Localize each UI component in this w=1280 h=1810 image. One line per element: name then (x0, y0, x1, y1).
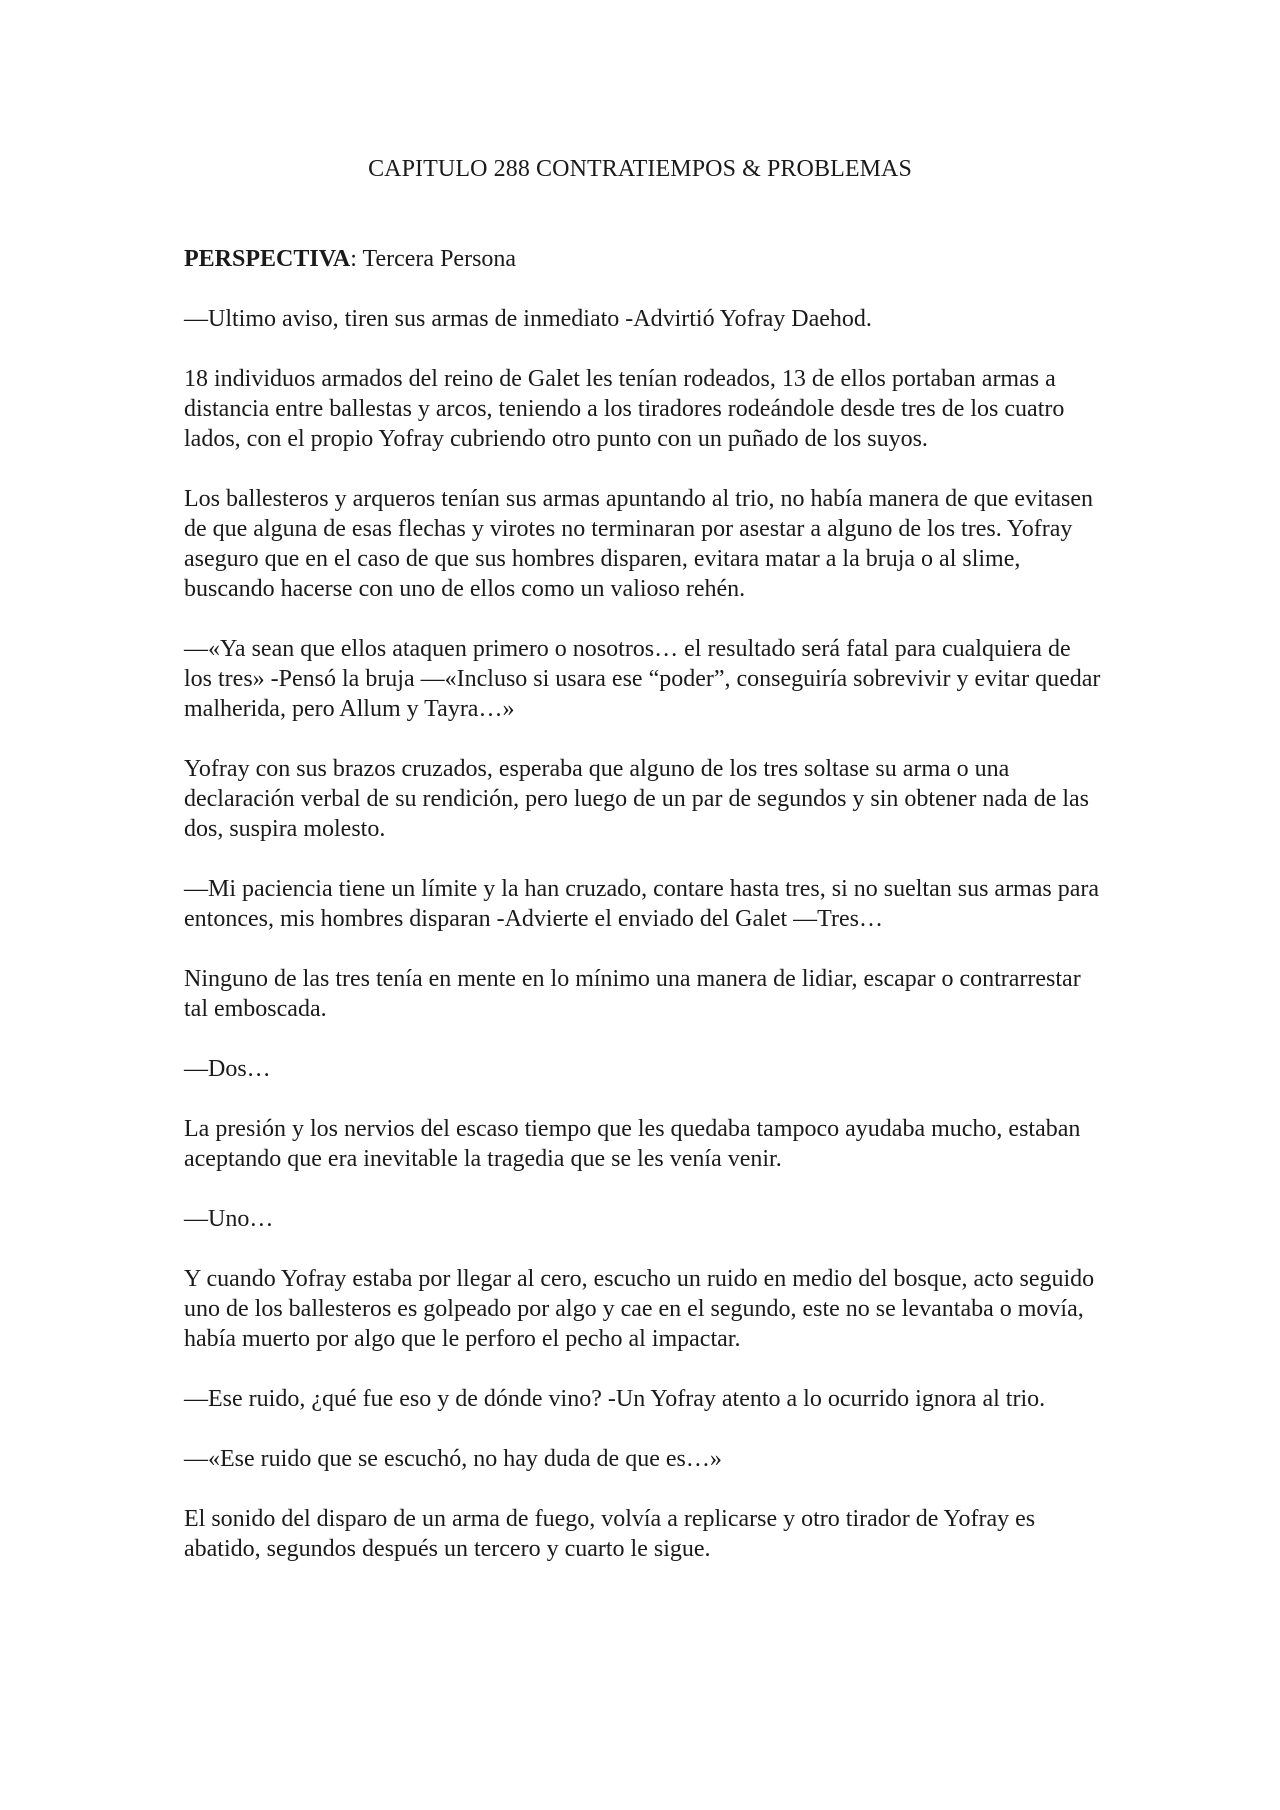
paragraph: 18 individuos armados del reino de Galet les tenían rodeados, 13 de ellos portaban armas a distancia entre ballestas y arcos, teniendo a los tiradores rodeándole desde tres de los cuatro lados, con el propio Yofray cubriendo otro punto con un puñado de los suyos. (184, 366, 1065, 452)
paragraph: Yofray con sus brazos cruzados, esperaba que alguno de los tres soltase su arma o una declaración verbal de su rendición, pero luego de un par de segundos y sin obtener nada de las dos, suspira molesto. (184, 756, 1090, 842)
perspective-separator: : (350, 246, 363, 272)
paragraph: Los ballesteros y arqueros tenían sus armas apuntando al trio, no había manera de que evitasen de que alguna de esas flechas y virotes no terminaran por asestar a alguno de los tres. Yofray aseguro que en el caso de que sus hombres disparen, evitara matar a la bruja o al slime, buscando hacerse con uno de ellos como un valioso rehén. (184, 486, 1094, 602)
paragraph: —Ese ruido, ¿qué fue eso y de dónde vino? -Un Yofray atento a lo ocurrido ignora al trio. (184, 1386, 1046, 1412)
perspective-label: PERSPECTIVA (184, 246, 351, 272)
perspective-value: Tercera Persona (362, 246, 517, 272)
paragraph: —«Ya sean que ellos ataquen primero o nosotros… el resultado será fatal para cualquiera de los tres» -Pensó la bruja —«Incluso si usara ese “poder”, conseguiría sobrevivir y evitar quedar malherida, pero Allum y Tayra…» (184, 636, 1101, 722)
paragraph: —Ultimo aviso, tiren sus armas de inmediato -Advirtió Yofray Daehod. (184, 306, 872, 332)
document-body (184, 244, 1104, 1594)
paragraph: La presión y los nervios del escaso tiempo que les quedaba tampoco ayudaba mucho, estaban aceptando que era inevitable la tragedia que se les venía venir. (184, 1116, 1081, 1172)
perspective-line (184, 244, 1104, 274)
chapter-title: CAPITULO 288 CONTRATIEMPOS & PROBLEMAS (368, 156, 912, 182)
paragraph: El sonido del disparo de un arma de fuego, volvía a replicarse y otro tirador de Yofray es abatido, segundos después un tercero y cuarto le sigue. (184, 1506, 1036, 1562)
paragraph: —«Ese ruido que se escuchó, no hay duda de que es…» (184, 1446, 722, 1472)
paragraph: —Uno… (184, 1206, 274, 1232)
paragraph: Y cuando Yofray estaba por llegar al cero, escucho un ruido en medio del bosque, acto seguido uno de los ballesteros es golpeado por algo y cae en el segundo, este no se levantaba o movía, había muerto por algo que le perforo el pecho al impactar. (184, 1266, 1095, 1352)
paragraph: —Dos… (184, 1056, 271, 1082)
paragraph: —Mi paciencia tiene un límite y la han cruzado, contare hasta tres, si no sueltan sus armas para entonces, mis hombres disparan -Advierte el enviado del Galet —Tres… (184, 876, 1100, 932)
paragraph: Ninguno de las tres tenía en mente en lo mínimo una manera de lidiar, escapar o contrarrestar tal emboscada. (184, 966, 1081, 1022)
